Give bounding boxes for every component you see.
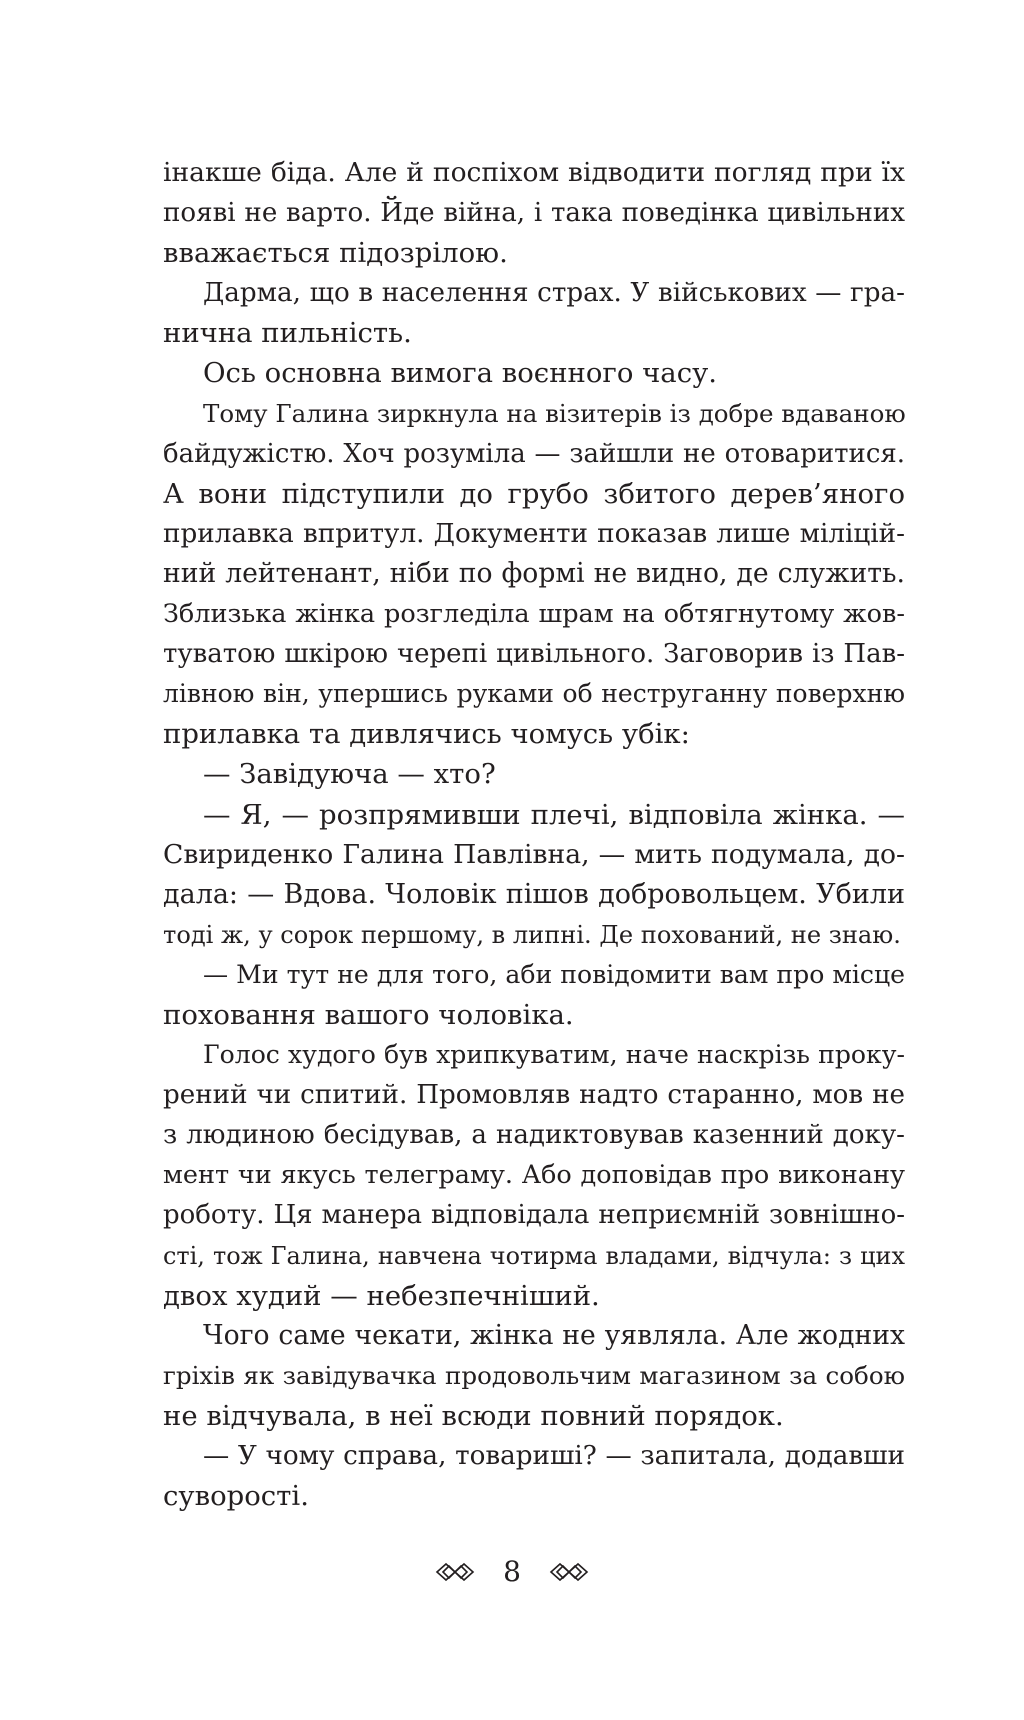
text-line: Свириденко Галина Павлівна, — мить подумала, до- (163, 838, 905, 870)
text-line: лівною він, упершись руками об неструганну поверхню (163, 679, 905, 709)
text-line: з людиною бесідував, а надиктовував казенний доку- (163, 1120, 905, 1151)
text-line: рений чи спитий. Промовляв надто старанно, мов не (163, 1080, 905, 1111)
text-line: інакше біда. Але й поспіхом відводити погляд при їх (163, 157, 905, 188)
text-line: тоді ж, у сорок першому, в липні. Де похований, не знаю. (163, 920, 901, 949)
text-line: байдужістю. Хоч розуміла — зайшли не отоваритися. (163, 438, 905, 469)
text-line: прилавка впритул. Документи показав лише міліцій- (163, 518, 905, 549)
text-line: двох худий — небезпечніший. (163, 1279, 600, 1312)
text-line: суворості. (163, 1480, 309, 1513)
text-line: Ось основна вимога воєнного часу. (203, 357, 718, 390)
text-line: ний лейтенант, ніби по формі не видно, де служить. (163, 557, 905, 589)
text-line: Дарма, що в населення страх. У військових — гра- (203, 278, 905, 309)
text-line: гріхів як завідувачка продовольчим магазином за собою (163, 1360, 905, 1390)
text-line: — У чому справа, товариші? — запитала, додавши (203, 1441, 905, 1471)
text-line: не відчувала, в неї всюди повний порядок. (163, 1399, 784, 1432)
text-line: появі не варто. Йде війна, і така поведінка цивільних (163, 198, 905, 229)
text-line: нична пильність. (163, 317, 412, 350)
text-line: вважається підозрілою. (163, 237, 508, 270)
text-line: А вони підступили до грубо збитого дерев’яного (163, 477, 905, 510)
text-line: роботу. Ця манера відповідала неприємній зовнішно- (163, 1200, 905, 1231)
text-line: туватою шкірою черепі цивільного. Заговорив із Пав- (163, 639, 905, 670)
text-line: — Ми тут не для того, аби повідомити вам про місце (203, 959, 905, 989)
text-line: Тому Галина зиркнула на візитерів із добре вдаваною (203, 398, 906, 428)
body-text (163, 153, 905, 1516)
text-line: поховання вашого чоловіка. (163, 998, 574, 1031)
text-line: Зблизька жінка розгледіла шрам на обтягнутому жов- (163, 599, 905, 630)
text-line: Чого саме чекати, жінка не уявляла. Але жодних (203, 1319, 905, 1351)
text-line: сті, тож Галина, навчена чотирма владами, відчула: з цих (163, 1241, 905, 1270)
text-line: — Завідуюча — хто? (203, 758, 496, 791)
text-line: мент чи якусь телеграму. Або доповідав про виконану (163, 1160, 905, 1191)
text-line: Голос худого був хрипкуватим, наче наскрізь проку- (203, 1040, 905, 1070)
text-line: дала: — Вдова. Чоловік пішов добровольцем. Убили (163, 878, 905, 910)
ornament-left-icon (435, 1561, 475, 1583)
page-number: 8 (503, 1555, 521, 1588)
text-line: — Я, — розпрямивши плечі, відповіла жінка. — (203, 798, 905, 831)
text-line: прилавка та дивлячись чомусь убік: (163, 718, 690, 751)
page-footer (0, 1552, 1024, 1592)
ornament-right-icon (549, 1561, 589, 1583)
